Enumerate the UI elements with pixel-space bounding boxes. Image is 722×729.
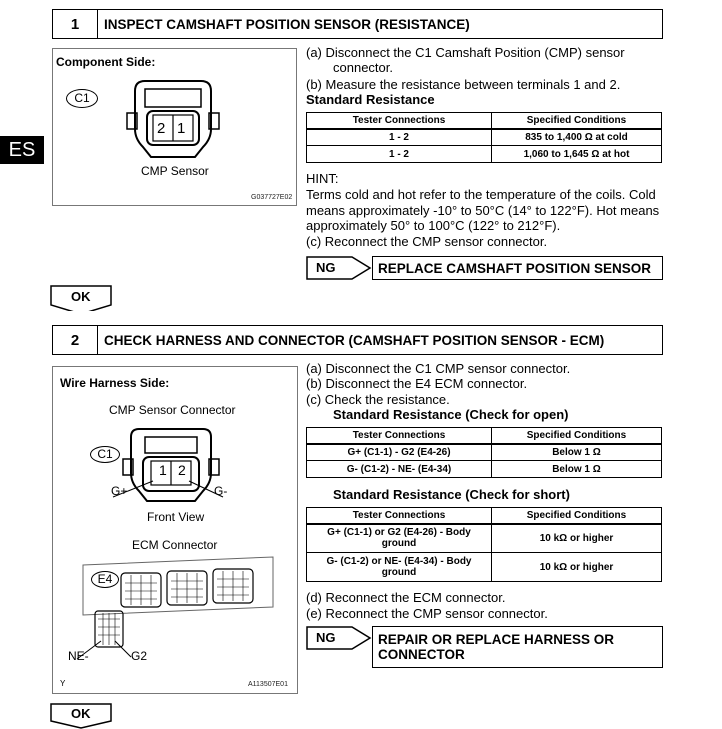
col-tester-connections: Tester Connections	[307, 428, 492, 444]
wire-harness-side-figure	[52, 366, 298, 694]
step-2-number: 2	[53, 326, 98, 354]
short-check-title: Standard Resistance (Check for short)	[333, 487, 570, 502]
row-2-connection: G- (C1-2) or NE- (E4-34) - Body	[326, 556, 472, 567]
figure-heading: Component Side:	[56, 55, 156, 69]
resistance-table	[306, 112, 662, 163]
step-1-header	[52, 9, 663, 39]
instruction-e: (e) Reconnect the CMP sensor connector.	[306, 606, 548, 621]
row-2-connection-cont: ground	[381, 567, 417, 578]
instruction-b: (b) Disconnect the E4 ECM connector.	[306, 376, 528, 391]
figure-id: G037727E02	[251, 194, 293, 201]
instruction-c: (c) Check the resistance.	[306, 392, 450, 407]
hint-line-2: means approximately -10° to 50°C (14° to 122°F). Hot means	[306, 203, 660, 218]
ng-result-text: REPLACE CAMSHAFT POSITION SENSOR	[378, 260, 652, 276]
ok-label: OK	[71, 706, 91, 721]
ng-result-line-1: REPAIR OR REPLACE HARNESS OR	[378, 632, 615, 647]
instruction-a: (a) Disconnect the C1 CMP sensor connector.	[306, 361, 571, 376]
front-view-label: Front View	[147, 510, 205, 524]
g2-label: G2	[131, 649, 148, 663]
terminal-2-label: 2	[157, 120, 166, 137]
ng-label: NG	[316, 260, 336, 275]
terminal-1-label: 1	[177, 120, 186, 137]
terminal-1-label: 1	[159, 462, 167, 478]
cmp-sensor-connector-drawing	[123, 77, 223, 163]
row-2-spec: 10 kΩ or higher	[492, 553, 662, 582]
table-row	[307, 553, 662, 582]
step-1-title: INSPECT CAMSHAFT POSITION SENSOR (RESISTANCE)	[104, 16, 470, 32]
col-specified-conditions: Specified Conditions	[492, 508, 662, 524]
ng-result-box	[372, 256, 663, 280]
row-1-connection: G+ (C1-1) or G2 (E4-26) - Body	[327, 527, 471, 539]
cmp-harness-connector-drawing	[111, 425, 231, 513]
instruction-a-cont: connector.	[333, 60, 393, 75]
ok-label: OK	[71, 289, 91, 304]
figure-heading: Wire Harness Side:	[60, 376, 170, 390]
short-check-table	[306, 507, 662, 582]
hint-line-1: Terms cold and hot refer to the temperature of the coils. Cold	[306, 187, 656, 202]
table-row: G+ (C1-1) - G2 (E4-26) Below 1 Ω	[307, 444, 662, 461]
standard-resistance-title: Standard Resistance	[306, 92, 435, 107]
col-specified-conditions: Specified Conditions	[492, 428, 662, 444]
step-2-title: CHECK HARNESS AND CONNECTOR (CAMSHAFT POSITION SENSOR - ECM)	[104, 332, 605, 348]
component-side-figure	[52, 48, 297, 206]
col-tester-connections: Tester Connections	[307, 113, 492, 129]
step-1-number: 1	[53, 10, 98, 38]
g-plus-label: G+	[111, 484, 128, 498]
step-2-header	[52, 325, 663, 355]
instruction-a: (a) Disconnect the C1 Camshaft Position (CMP) sensor	[306, 45, 625, 60]
ng-result-line-2: CONNECTOR	[378, 647, 465, 662]
connector-label-e4: E4	[91, 571, 119, 588]
cmp-sensor-caption: CMP Sensor	[141, 164, 209, 178]
ng-label: NG	[316, 630, 336, 645]
row-1-spec: 10 kΩ or higher	[492, 524, 662, 553]
ng-result-box	[372, 626, 663, 668]
cmp-sensor-connector-title: CMP Sensor Connector	[109, 403, 236, 417]
corner-y-label: Y	[60, 679, 66, 688]
ecm-connector-title: ECM Connector	[132, 538, 218, 552]
table-row: 1 - 2 835 to 1,400 Ω at cold	[307, 129, 662, 146]
hint-label: HINT:	[306, 171, 339, 186]
connector-label-c1: C1	[66, 89, 98, 108]
section-tab-es: ES	[0, 136, 44, 164]
instruction-b: (b) Measure the resistance between terminals 1 and 2.	[306, 77, 621, 92]
open-check-table	[306, 427, 662, 478]
terminal-2-label: 2	[178, 462, 186, 478]
connector-label-c1: C1	[90, 446, 120, 463]
ne-minus-label: NE-	[68, 649, 89, 663]
table-row: G- (C1-2) - NE- (E4-34) Below 1 Ω	[307, 461, 662, 478]
instruction-c: (c) Reconnect the CMP sensor connector.	[306, 234, 548, 249]
open-check-title: Standard Resistance (Check for open)	[333, 407, 569, 422]
figure-id: A113507E01	[248, 681, 288, 688]
row-1-connection-cont: ground	[381, 538, 417, 550]
table-row: 1 - 2 1,060 to 1,645 Ω at hot	[307, 146, 662, 163]
col-specified-conditions: Specified Conditions	[492, 113, 662, 129]
hint-line-3: approximately 50° to 100°C (122° to 212°F).	[306, 218, 561, 233]
table-row	[307, 524, 662, 553]
g-minus-label: G-	[214, 484, 228, 498]
instruction-d: (d) Reconnect the ECM connector.	[306, 590, 506, 605]
col-tester-connections: Tester Connections	[307, 508, 492, 524]
